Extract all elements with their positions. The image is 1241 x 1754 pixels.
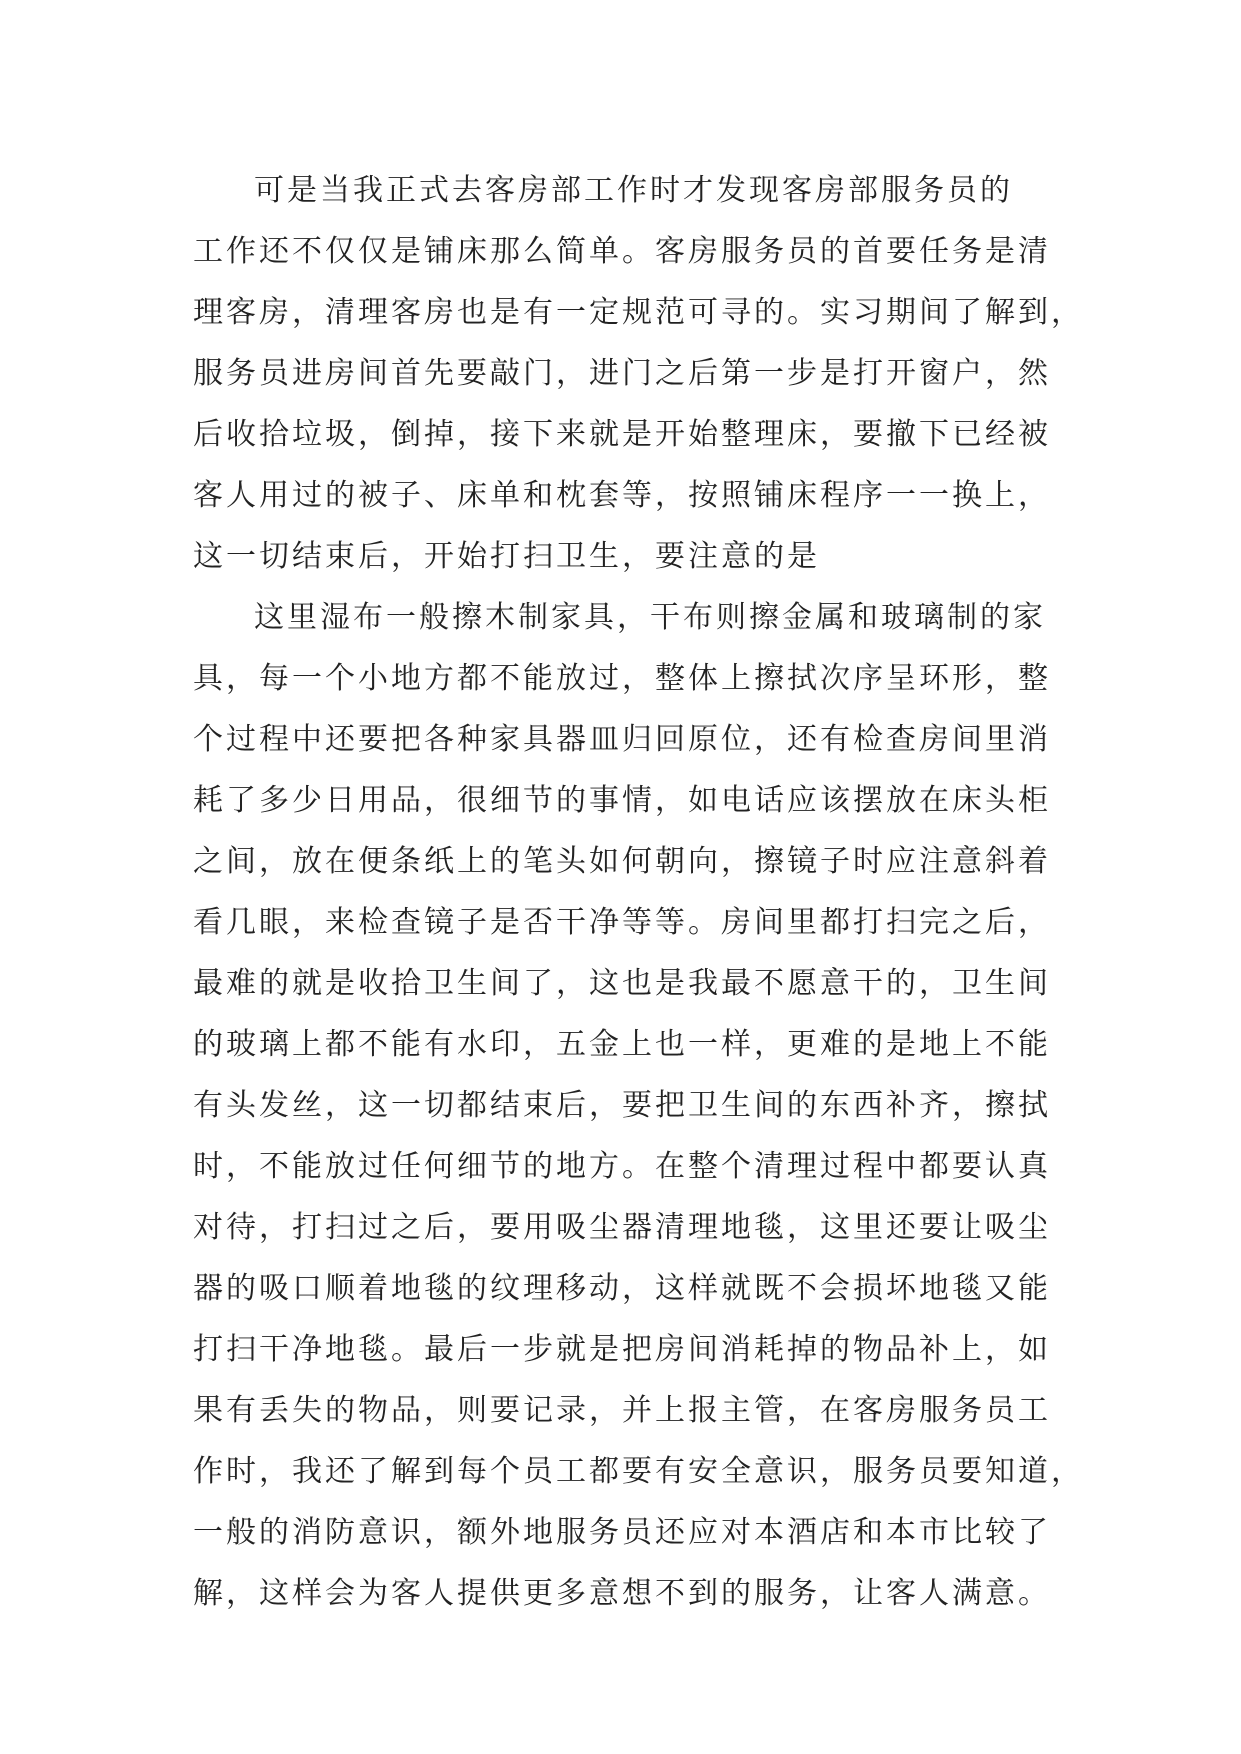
text-line: 解，这样会为客人提供更多意想不到的服务，让客人满意。 bbox=[193, 1576, 1051, 1611]
text-line: 时，不能放过任何细节的地方。在整个清理过程中都要认真 bbox=[193, 1149, 1051, 1184]
text-line: 之间，放在便条纸上的笔头如何朝向，擦镜子时应注意斜着 bbox=[193, 844, 1051, 879]
text-line: 工作还不仅仅是铺床那么简单。客房服务员的首要任务是清 bbox=[193, 234, 1051, 269]
text-line: 可是当我正式去客房部工作时才发现客房部服务员的 bbox=[254, 173, 1013, 208]
paragraph-1 bbox=[193, 160, 1084, 587]
text-line: 对待，打扫过之后，要用吸尘器清理地毯，这里还要让吸尘 bbox=[193, 1210, 1051, 1245]
text-line: 后收拾垃圾，倒掉，接下来就是开始整理床，要撤下已经被 bbox=[193, 417, 1051, 452]
text-line: 果有丢失的物品，则要记录，并上报主管，在客房服务员工 bbox=[193, 1393, 1051, 1428]
body-text bbox=[193, 160, 1084, 1624]
text-line: 作时，我还了解到每个员工都要有安全意识，服务员要知道， bbox=[193, 1454, 1084, 1489]
text-line: 耗了多少日用品，很细节的事情，如电话应该摆放在床头柜 bbox=[193, 783, 1051, 818]
text-line: 服务员进房间首先要敲门，进门之后第一步是打开窗户，然 bbox=[193, 356, 1051, 391]
text-line: 这一切结束后，开始打扫卫生，要注意的是 bbox=[193, 539, 820, 574]
text-line: 一般的消防意识，额外地服务员还应对本酒店和本市比较了 bbox=[193, 1515, 1051, 1550]
text-line: 的玻璃上都不能有水印，五金上也一样，更难的是地上不能 bbox=[193, 1027, 1051, 1062]
text-line: 打扫干净地毯。最后一步就是把房间消耗掉的物品补上，如 bbox=[193, 1332, 1051, 1367]
text-line: 最难的就是收拾卫生间了，这也是我最不愿意干的，卫生间 bbox=[193, 966, 1051, 1001]
text-line: 理客房，清理客房也是有一定规范可寻的。实习期间了解到， bbox=[193, 295, 1084, 330]
text-line: 有头发丝，这一切都结束后，要把卫生间的东西补齐，擦拭 bbox=[193, 1088, 1051, 1123]
text-line: 器的吸口顺着地毯的纹理移动，这样就既不会损坏地毯又能 bbox=[193, 1271, 1051, 1306]
paragraph-2 bbox=[193, 587, 1084, 1624]
text-line: 具，每一个小地方都不能放过，整体上擦拭次序呈环形，整 bbox=[193, 661, 1051, 696]
text-line: 这里湿布一般擦木制家具，干布则擦金属和玻璃制的家 bbox=[254, 600, 1046, 635]
text-line: 客人用过的被子、床单和枕套等，按照铺床程序一一换上， bbox=[193, 478, 1051, 513]
text-line: 看几眼，来检查镜子是否干净等等。房间里都打扫完之后， bbox=[193, 905, 1051, 940]
text-line: 个过程中还要把各种家具器皿归回原位，还有检查房间里消 bbox=[193, 722, 1051, 757]
